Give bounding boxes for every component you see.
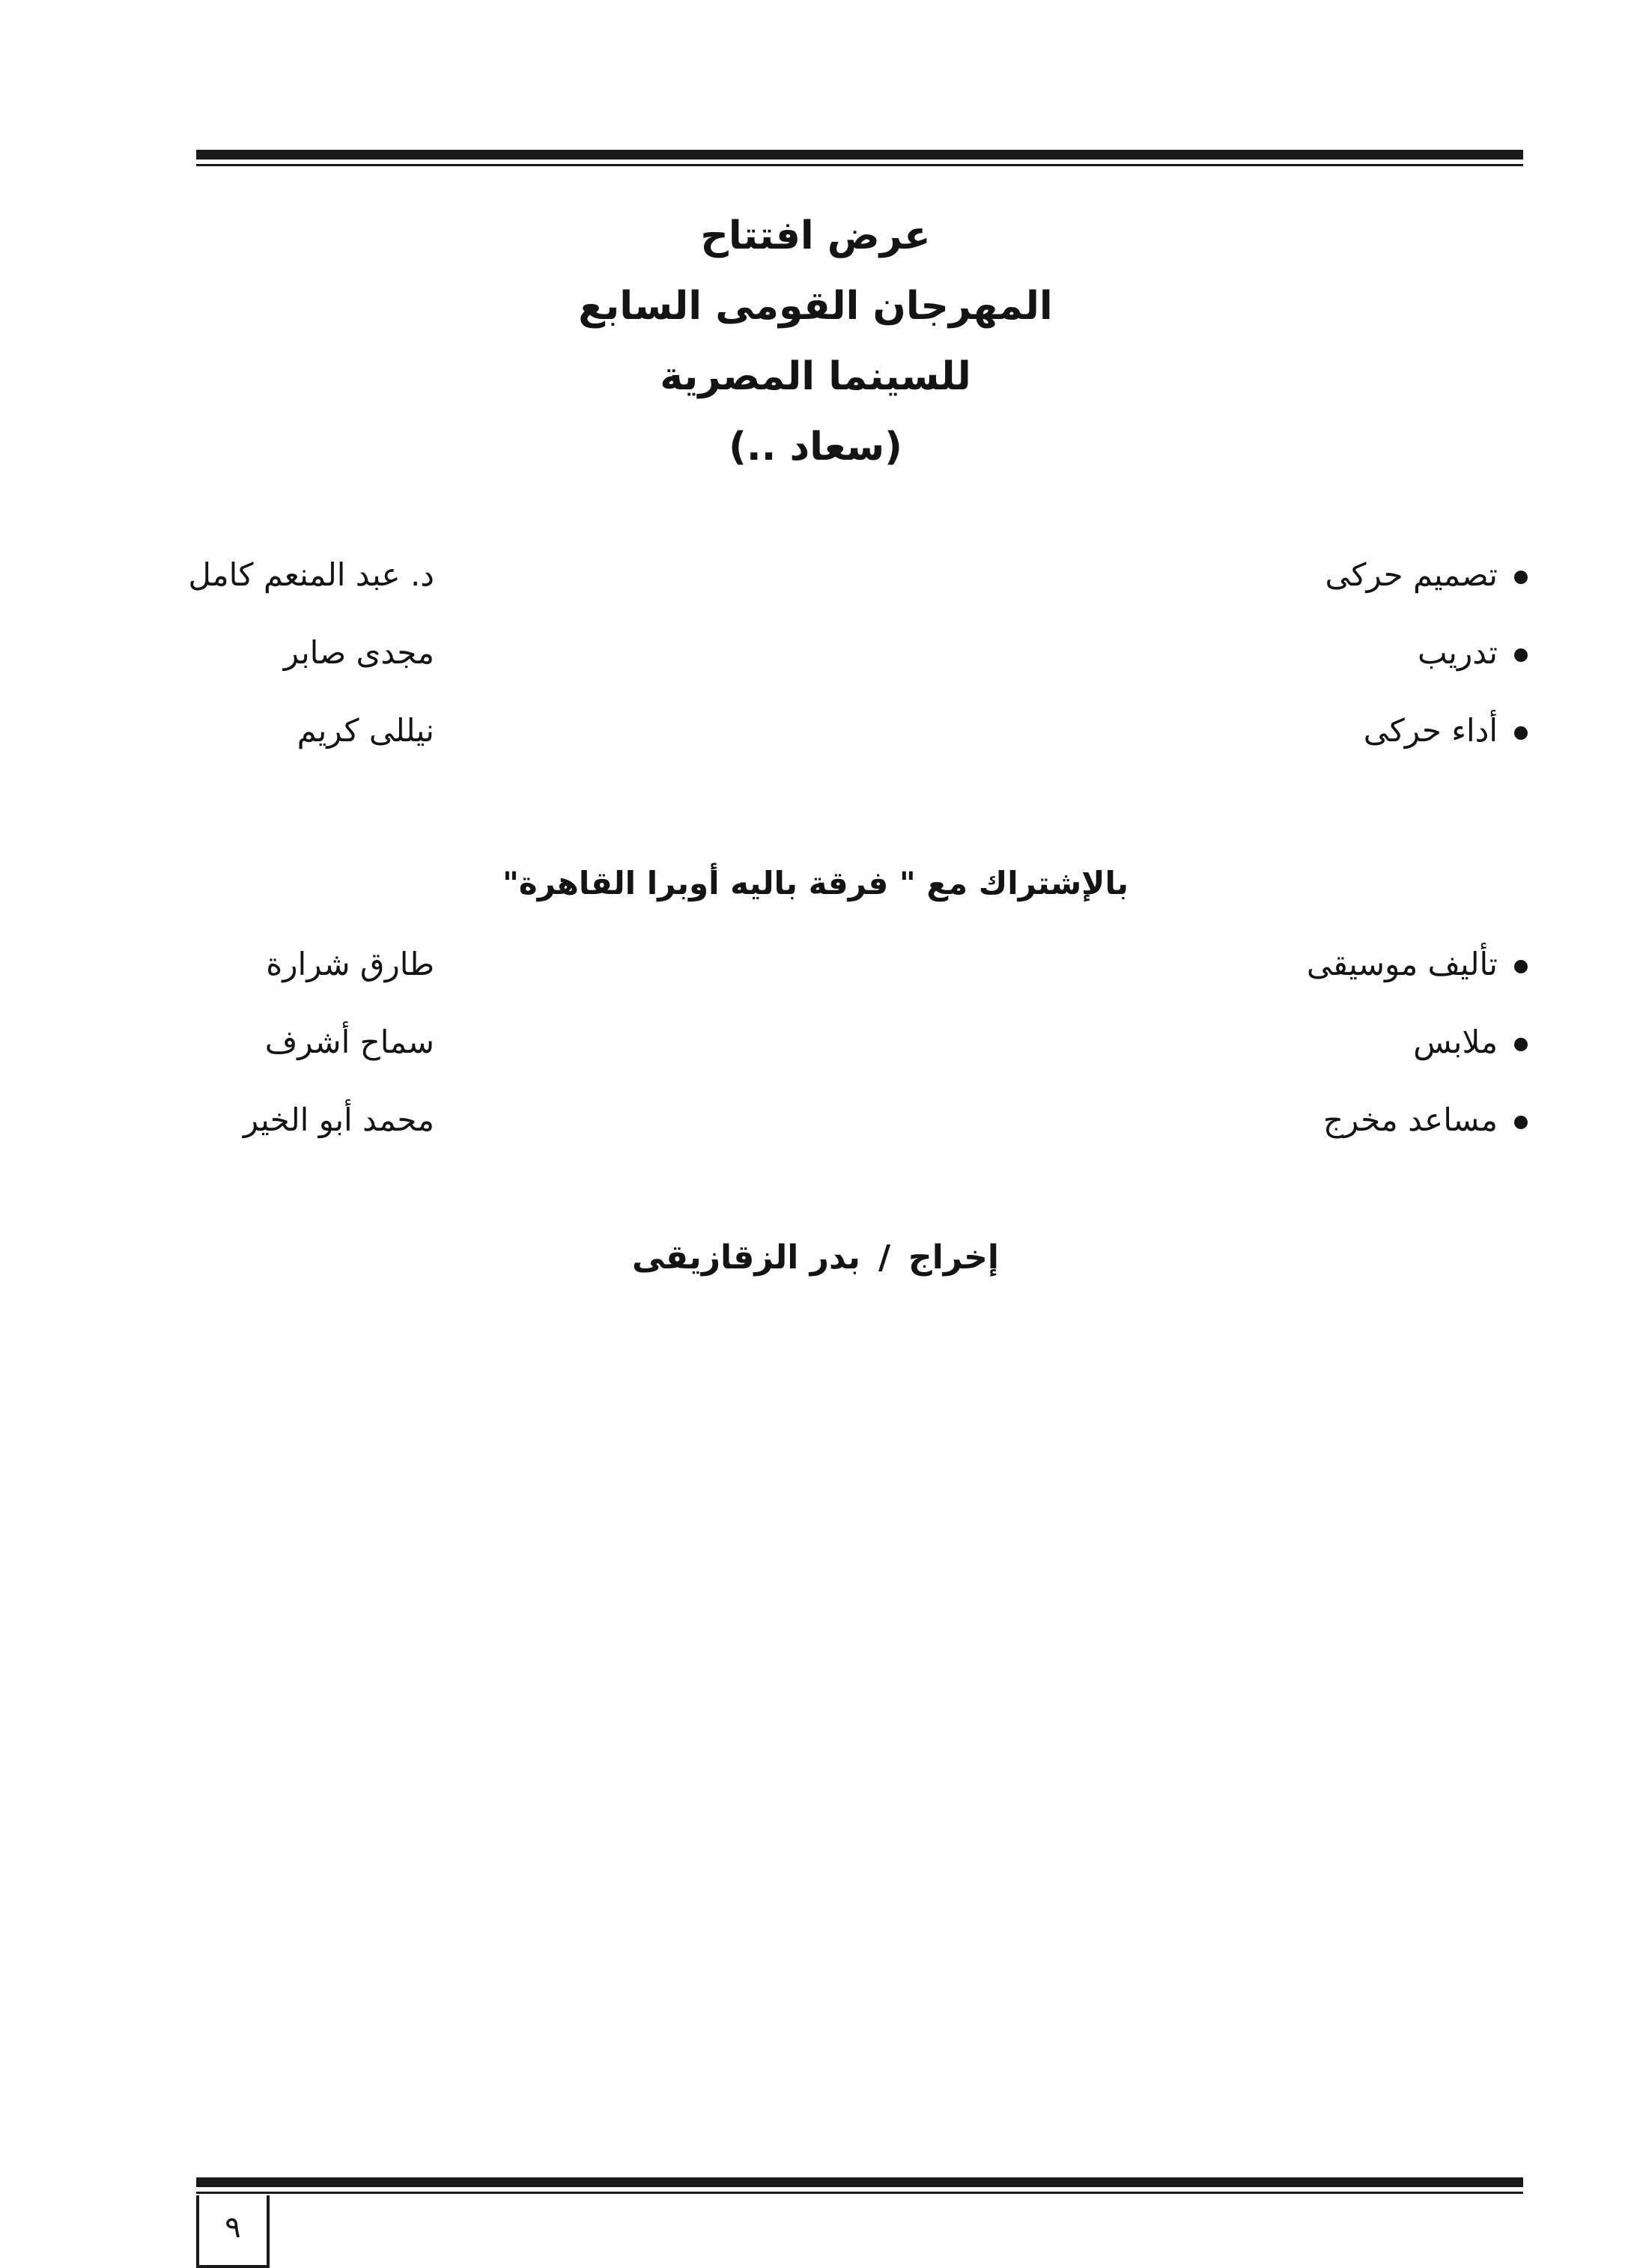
credit-row: [187, 1092, 1528, 1170]
credit-person: مجدى صابر: [283, 634, 434, 671]
credit-row: [187, 936, 1528, 1014]
bullet-icon: [1514, 571, 1528, 584]
credit-role-label: تدريب: [1418, 634, 1498, 671]
credit-person: نيللى كريم: [297, 712, 434, 749]
page-number-box: [196, 2195, 270, 2268]
credit-role: [1325, 547, 1528, 604]
title-block: [0, 201, 1631, 482]
bullet-icon: [1514, 1038, 1528, 1051]
credit-row: [187, 702, 1528, 780]
director-label: إخراج: [908, 1238, 999, 1277]
bottom-rule-thick: [196, 2177, 1523, 2187]
collaboration-line: بالإشتراك مع " فرقة باليه أوبرا القاهرة": [502, 865, 1129, 902]
credit-role-label: ملابس: [1413, 1024, 1498, 1060]
credits-group-a: [187, 547, 1528, 780]
credit-role: [1323, 1092, 1528, 1149]
credit-role: [1307, 936, 1528, 993]
credit-role: [1413, 1014, 1528, 1071]
credit-person: محمد أبو الخير: [243, 1101, 434, 1138]
top-rule-thin: [196, 164, 1523, 166]
bullet-icon: [1514, 960, 1528, 973]
bottom-rule: [196, 2177, 1523, 2194]
credit-role-label: تأليف موسيقى: [1306, 946, 1498, 982]
credit-person: سماح أشرف: [264, 1024, 434, 1060]
credit-row: [187, 1014, 1528, 1092]
credit-role-label: أداء حركى: [1363, 712, 1498, 749]
director-separator: /: [878, 1238, 891, 1277]
credits-group-b: [187, 936, 1528, 1170]
director-name: بدر الزقازيقى: [632, 1238, 860, 1277]
title-line-3: للسينما المصرية: [660, 354, 971, 399]
page-number: ٩: [225, 2210, 241, 2245]
credit-role: [1418, 624, 1528, 681]
title-line-2: المهرجان القومى السابع: [578, 284, 1053, 329]
top-rule-thick: [196, 150, 1523, 159]
credit-role-label: تصميم حركى: [1325, 556, 1498, 593]
credit-role: [1364, 702, 1528, 759]
bullet-icon: [1514, 1116, 1528, 1129]
credit-role-label: مساعد مخرج: [1322, 1101, 1498, 1138]
credit-person: طارق شرارة: [266, 946, 434, 982]
title-line-1: عرض افتتاح: [700, 213, 931, 258]
bullet-icon: [1514, 726, 1528, 740]
credit-row: [187, 624, 1528, 702]
bottom-rule-thin: [196, 2192, 1523, 2194]
bullet-icon: [1514, 648, 1528, 662]
credit-person: د. عبد المنعم كامل: [188, 556, 434, 593]
credit-row: [187, 547, 1528, 624]
title-line-4: (سعاد ..): [729, 425, 902, 469]
director-credit: [0, 1228, 1631, 1288]
top-rule: [196, 150, 1523, 166]
